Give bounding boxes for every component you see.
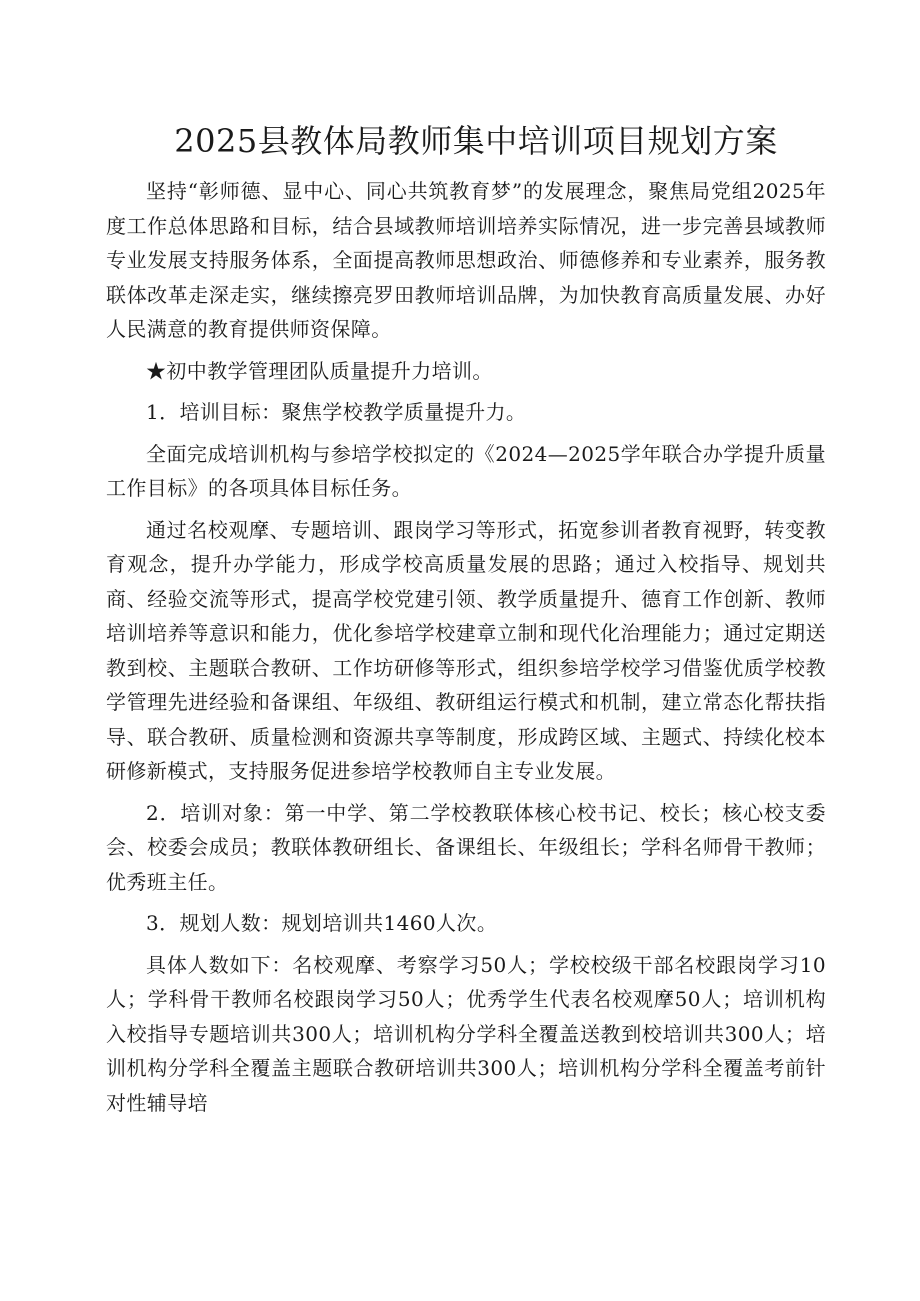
intro-paragraph: 坚持“彰师德、显中心、同心共筑教育梦”的发展理念，聚焦局党组2025年度工作总体思路和目标，结合县域教师培训培养实际情况，进一步完善县域教师专业发展支持服务体系，全面提高教师思想政治、师德修养和专业素养，服务教联体改革走深走实，继续擦亮罗田教师培训品牌，为加快教育高质量发展、办好人民满意的教育提供师资保障。 xyxy=(106,179,826,341)
planned-count-paragraph: 3．规划人数：规划培训共1460人次。 xyxy=(146,911,498,935)
goal-summary-paragraph: 全面完成培训机构与参培学校拟定的《2024—2025学年联合办学提升质量工作目标》的各项具体目标任务。 xyxy=(106,441,826,500)
goal-detail-paragraph: 通过名校观摩、专题培训、跟岗学习等形式，拓宽参训者教育视野，转变教育观念，提升办学能力，形成学校高质量发展的思路；通过入校指导、规划共商、经验交流等形式，提高学校党建引领、教学质量提升、德育工作创新、教师培训培养等意识和能力，优化参培学校建章立制和现代化治理能力；通过定期送教到校、主题联合教研、工作坊研修等形式，组织参培学校学习借鉴优质学校教学管理先进经验和备课组、年级组、教研组运行模式和机制，建立常态化帮扶指导、联合教研、质量检测和资源共享等制度，形成跨区域、主题式、持续化校本研修新模式，支持服务促进参培学校教师自主专业发展。 xyxy=(106,517,826,783)
section-heading: ★初中教学管理团队质量提升力培训。 xyxy=(146,358,493,383)
training-target-paragraph: 2．培训对象：第一中学、第二学校教联体核心校书记、校长；核心校支委会、校委会成员；教联体教研组长、备课组长、年级组长；学科名师骨干教师；优秀班主任。 xyxy=(106,800,826,894)
training-goal-heading: 1．培训目标：聚焦学校教学质量提升力。 xyxy=(146,400,527,424)
document-title: 2025县教体局教师集中培训项目规划方案 xyxy=(174,122,778,160)
count-detail-paragraph: 具体人数如下：名校观摩、考察学习50人；学校校级干部名校跟岗学习10人；学科骨干教师名校跟岗学习50人；优秀学生代表名校观摩50人；培训机构入校指导专题培训共300人；培训机构分学科全覆盖送教到校培训共300人；培训机构分学科全覆盖主题联合教研培训共300人；培训机构分学科全覆盖考前针对性辅导培 xyxy=(106,952,826,1115)
